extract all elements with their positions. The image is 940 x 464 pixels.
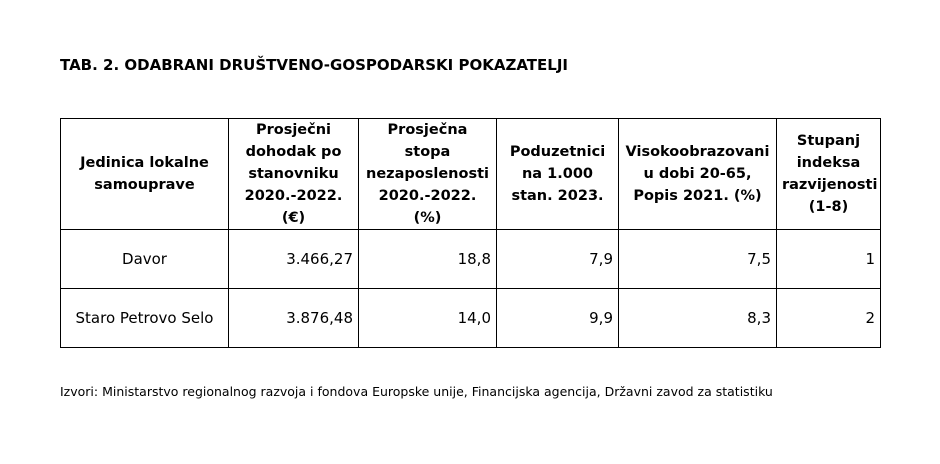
cell-development-index: 2 — [777, 289, 881, 348]
header-entrepreneurs: Poduzetnici na 1.000 stan. 2023. — [497, 119, 619, 230]
cell-development-index: 1 — [777, 230, 881, 289]
table-header-row — [61, 119, 881, 230]
cell-income: 3.466,27 — [229, 230, 359, 289]
cell-entrepreneurs: 7,9 — [497, 230, 619, 289]
cell-unit: Davor — [61, 230, 229, 289]
cell-unemployment: 14,0 — [359, 289, 497, 348]
cell-unit: Staro Petrovo Selo — [61, 289, 229, 348]
cell-unemployment: 18,8 — [359, 230, 497, 289]
cell-higher-educated: 7,5 — [619, 230, 777, 289]
header-higher-educated: Visokoobrazovani u dobi 20-65, Popis 2021. (%) — [619, 119, 777, 230]
source-note: Izvori: Ministarstvo regionalnog razvoja i fondova Europske unije, Financijska agencija, Državni zavod za statistiku — [60, 384, 773, 399]
header-unemployment: Prosječna stopa nezaposlenosti 2020.-2022. (%) — [359, 119, 497, 230]
header-development-index: Stupanj indeksa razvijenosti (1-8) — [777, 119, 881, 230]
table-title: TAB. 2. ODABRANI DRUŠTVENO-GOSPODARSKI POKAZATELJI — [60, 56, 568, 74]
cell-income: 3.876,48 — [229, 289, 359, 348]
table-row — [61, 289, 881, 348]
cell-higher-educated: 8,3 — [619, 289, 777, 348]
header-unit: Jedinica lokalne samouprave — [61, 119, 229, 230]
cell-entrepreneurs: 9,9 — [497, 289, 619, 348]
indicators-table — [60, 118, 881, 348]
table-row — [61, 230, 881, 289]
header-income: Prosječni dohodak po stanovniku 2020.-2022. (€) — [229, 119, 359, 230]
